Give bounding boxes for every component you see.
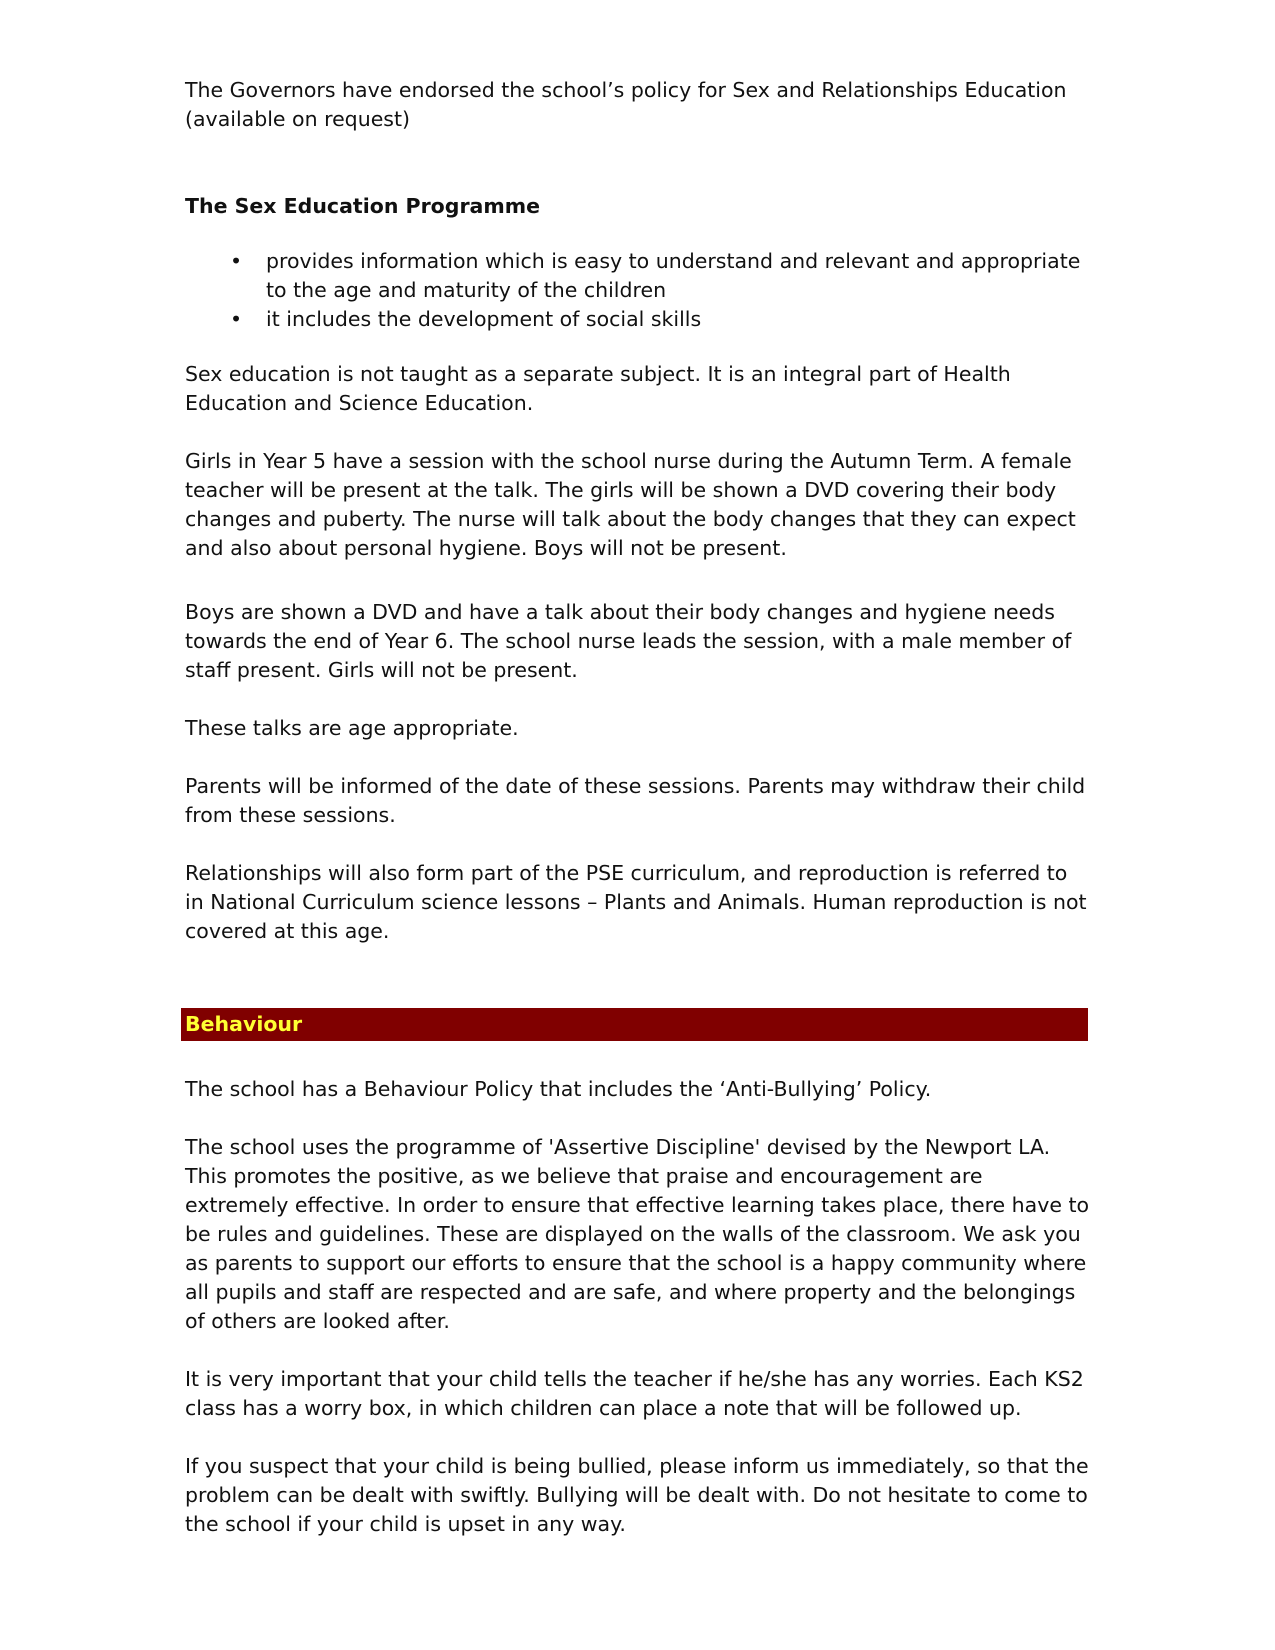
sex-education-paragraph-3: Boys are shown a DVD and have a talk about their body changes and hygiene needs towards the end of Year 6. The school nurse leads the session, with a male member of staff present. Girls will not be present.: [185, 600, 1072, 682]
sex-education-paragraph-1: Sex education is not taught as a separate subject. It is an integral part of Health Education and Science Education.: [185, 362, 1011, 415]
list-item: [230, 247, 1090, 305]
behaviour-section-heading: Behaviour: [181, 1008, 1088, 1041]
behaviour-paragraph-1: The school has a Behaviour Policy that includes the ‘Anti-Bullying’ Policy.: [185, 1077, 932, 1101]
document-page: [185, 76, 1090, 1539]
bullet-glyph: •: [230, 249, 243, 273]
intro-paragraph: The Governors have endorsed the school’s policy for Sex and Relationships Education (available on request): [185, 78, 1067, 131]
sex-education-paragraph-4: These talks are age appropriate.: [185, 716, 519, 740]
behaviour-paragraph-3: It is very important that your child tells the teacher if he/she has any worries. Each KS2 class has a worry box, in which children can place a note that will be followed up.: [185, 1367, 1084, 1420]
sex-education-paragraph-5: Parents will be informed of the date of these sessions. Parents may withdraw their child from these sessions.: [185, 774, 1086, 827]
list-item: [230, 305, 1090, 334]
sex-education-paragraph-2: Girls in Year 5 have a session with the school nurse during the Autumn Term. A female teacher will be present at the talk. The girls will be shown a DVD covering their body changes and puberty. The nurse will talk about the body changes that they can expect and also about personal hygiene. Boys will not be present.: [185, 449, 1076, 560]
behaviour-paragraph-4: If you suspect that your child is being bullied, please inform us immediately, so that the problem can be dealt with swiftly. Bullying will be dealt with. Do not hesitate to come to the school if your child is upset in any way.: [185, 1454, 1089, 1536]
sex-education-heading: The Sex Education Programme: [185, 194, 541, 218]
sex-education-bullet-list: [185, 247, 1090, 334]
bullet-glyph: •: [230, 307, 243, 331]
behaviour-paragraph-2: The school uses the programme of 'Assertive Discipline' devised by the Newport LA. This promotes the positive, as we believe that praise and encouragement are extremely effective. In order to ensure that effective learning takes place, there have to be rules and guidelines. These are displayed on the walls of the classroom. We ask you as parents to support our efforts to ensure that the school is a happy community where all pupils and staff are respected and are safe, and where property and the belongings of others are looked after.: [185, 1135, 1090, 1333]
sex-education-paragraph-6: Relationships will also form part of the PSE curriculum, and reproduction is referred to in National Curriculum science lessons – Plants and Animals. Human reproduction is not covered at this age.: [185, 861, 1087, 943]
list-item-text: provides information which is easy to understand and relevant and appropriate to the age and maturity of the children: [266, 249, 1081, 302]
list-item-text: it includes the development of social skills: [266, 307, 702, 331]
